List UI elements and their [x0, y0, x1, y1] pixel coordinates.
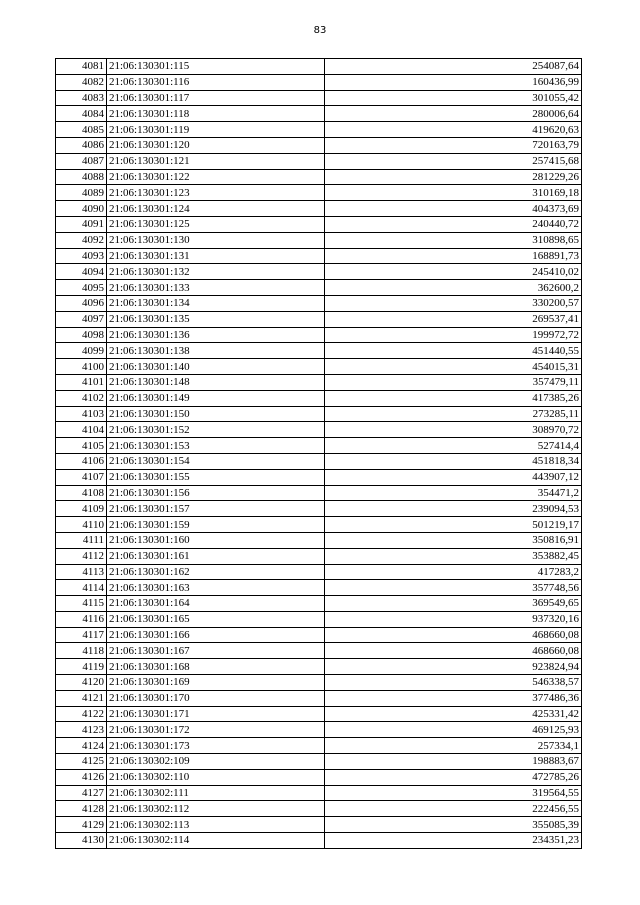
row-number-cell: 4119	[56, 659, 107, 675]
cadastral-value-cell: 357479,11	[325, 374, 582, 390]
row-number-cell: 4122	[56, 706, 107, 722]
cadastral-number-cell: 21:06:130301:153	[107, 438, 325, 454]
cadastral-number-cell: 21:06:130302:111	[107, 785, 325, 801]
row-number-cell: 4082	[56, 74, 107, 90]
cadastral-number-cell: 21:06:130301:159	[107, 517, 325, 533]
cadastral-value-cell: 419620,63	[325, 122, 582, 138]
row-number-cell: 4125	[56, 754, 107, 770]
row-number-cell: 4123	[56, 722, 107, 738]
table-row	[56, 59, 582, 75]
table-row	[56, 201, 582, 217]
cadastral-value-cell: 257334,1	[325, 738, 582, 754]
cadastral-number-cell: 21:06:130301:148	[107, 374, 325, 390]
cadastral-value-cell: 308970,72	[325, 422, 582, 438]
table-row	[56, 438, 582, 454]
cadastral-value-cell: 198883,67	[325, 754, 582, 770]
row-number-cell: 4117	[56, 627, 107, 643]
row-number-cell: 4101	[56, 374, 107, 390]
row-number-cell: 4098	[56, 327, 107, 343]
cadastral-value-cell: 310169,18	[325, 185, 582, 201]
cadastral-number-cell: 21:06:130301:155	[107, 469, 325, 485]
cadastral-number-cell: 21:06:130301:168	[107, 659, 325, 675]
cadastral-value-cell: 354471,2	[325, 485, 582, 501]
table-row	[56, 374, 582, 390]
cadastral-value-cell: 469125,93	[325, 722, 582, 738]
cadastral-value-cell: 281229,26	[325, 169, 582, 185]
table-row	[56, 580, 582, 596]
row-number-cell: 4105	[56, 438, 107, 454]
cadastral-value-cell: 501219,17	[325, 517, 582, 533]
table-row	[56, 216, 582, 232]
cadastral-number-cell: 21:06:130301:167	[107, 643, 325, 659]
row-number-cell: 4103	[56, 406, 107, 422]
row-number-cell: 4109	[56, 501, 107, 517]
table-row	[56, 722, 582, 738]
row-number-cell: 4126	[56, 769, 107, 785]
cadastral-number-cell: 21:06:130301:134	[107, 295, 325, 311]
row-number-cell: 4096	[56, 295, 107, 311]
table-row	[56, 359, 582, 375]
row-number-cell: 4087	[56, 153, 107, 169]
cadastral-value-cell: 239094,53	[325, 501, 582, 517]
cadastral-number-cell: 21:06:130302:110	[107, 769, 325, 785]
cadastral-number-cell: 21:06:130301:124	[107, 201, 325, 217]
cadastral-value-cell: 257415,68	[325, 153, 582, 169]
cadastral-number-cell: 21:06:130301:121	[107, 153, 325, 169]
cadastral-value-cell: 362600,2	[325, 280, 582, 296]
row-number-cell: 4100	[56, 359, 107, 375]
cadastral-number-cell: 21:06:130301:166	[107, 627, 325, 643]
cadastral-number-cell: 21:06:130301:170	[107, 690, 325, 706]
table-row	[56, 548, 582, 564]
row-number-cell: 4104	[56, 422, 107, 438]
table-row	[56, 390, 582, 406]
cadastral-number-cell: 21:06:130302:109	[107, 754, 325, 770]
cadastral-number-cell: 21:06:130301:164	[107, 596, 325, 612]
cadastral-value-cell: 451818,34	[325, 453, 582, 469]
cadastral-number-cell: 21:06:130301:150	[107, 406, 325, 422]
table-row	[56, 611, 582, 627]
row-number-cell: 4084	[56, 106, 107, 122]
table-row	[56, 280, 582, 296]
cadastral-value-cell: 468660,08	[325, 627, 582, 643]
cadastral-value-cell: 377486,36	[325, 690, 582, 706]
row-number-cell: 4116	[56, 611, 107, 627]
table-row	[56, 327, 582, 343]
table-row	[56, 106, 582, 122]
cadastral-value-cell: 527414,4	[325, 438, 582, 454]
table-row	[56, 833, 582, 849]
row-number-cell: 4110	[56, 517, 107, 533]
cadastral-value-cell: 199972,72	[325, 327, 582, 343]
row-number-cell: 4094	[56, 264, 107, 280]
cadastral-number-cell: 21:06:130301:154	[107, 453, 325, 469]
row-number-cell: 4095	[56, 280, 107, 296]
cadastral-number-cell: 21:06:130301:116	[107, 74, 325, 90]
table-row	[56, 153, 582, 169]
row-number-cell: 4113	[56, 564, 107, 580]
row-number-cell: 4083	[56, 90, 107, 106]
table-row	[56, 185, 582, 201]
cadastral-value-cell: 160436,99	[325, 74, 582, 90]
table-row	[56, 422, 582, 438]
cadastral-number-cell: 21:06:130301:131	[107, 248, 325, 264]
row-number-cell: 4097	[56, 311, 107, 327]
cadastral-number-cell: 21:06:130301:157	[107, 501, 325, 517]
table-row	[56, 738, 582, 754]
table-row	[56, 659, 582, 675]
row-number-cell: 4088	[56, 169, 107, 185]
cadastral-value-cell: 720163,79	[325, 137, 582, 153]
row-number-cell: 4115	[56, 596, 107, 612]
cadastral-value-cell: 254087,64	[325, 59, 582, 75]
cadastral-number-cell: 21:06:130302:114	[107, 833, 325, 849]
table-row	[56, 675, 582, 691]
cadastral-value-cell: 443907,12	[325, 469, 582, 485]
row-number-cell: 4118	[56, 643, 107, 659]
cadastral-value-cell: 350816,91	[325, 532, 582, 548]
table-row	[56, 469, 582, 485]
cadastral-value-cell: 425331,42	[325, 706, 582, 722]
table-row	[56, 769, 582, 785]
cadastral-value-cell: 319564,55	[325, 785, 582, 801]
cadastral-number-cell: 21:06:130302:112	[107, 801, 325, 817]
cadastral-value-cell: 245410,02	[325, 264, 582, 280]
page-number: 83	[313, 25, 327, 36]
table-row	[56, 532, 582, 548]
cadastral-number-cell: 21:06:130301:173	[107, 738, 325, 754]
cadastral-number-cell: 21:06:130301:133	[107, 280, 325, 296]
cadastral-number-cell: 21:06:130301:161	[107, 548, 325, 564]
table-row	[56, 295, 582, 311]
cadastral-value-cell: 472785,26	[325, 769, 582, 785]
table-row	[56, 643, 582, 659]
table-row	[56, 343, 582, 359]
cadastral-number-cell: 21:06:130301:149	[107, 390, 325, 406]
cadastral-number-cell: 21:06:130301:152	[107, 422, 325, 438]
row-number-cell: 4124	[56, 738, 107, 754]
row-number-cell: 4081	[56, 59, 107, 75]
cadastral-value-cell: 937320,16	[325, 611, 582, 627]
cadastral-value-cell: 417283,2	[325, 564, 582, 580]
row-number-cell: 4086	[56, 137, 107, 153]
row-number-cell: 4107	[56, 469, 107, 485]
cadastral-value-cell: 923824,94	[325, 659, 582, 675]
table-row	[56, 801, 582, 817]
cadastral-value-cell: 468660,08	[325, 643, 582, 659]
cadastral-number-cell: 21:06:130301:125	[107, 216, 325, 232]
cadastral-value-cell: 222456,55	[325, 801, 582, 817]
cadastral-number-cell: 21:06:130301:172	[107, 722, 325, 738]
cadastral-number-cell: 21:06:130301:136	[107, 327, 325, 343]
table-row	[56, 501, 582, 517]
cadastral-value-cell: 168891,73	[325, 248, 582, 264]
table-row	[56, 785, 582, 801]
cadastral-value-cell: 301055,42	[325, 90, 582, 106]
cadastral-number-cell: 21:06:130301:163	[107, 580, 325, 596]
table-row	[56, 517, 582, 533]
cadastral-number-cell: 21:06:130301:156	[107, 485, 325, 501]
row-number-cell: 4129	[56, 817, 107, 833]
cadastral-value-cell: 234351,23	[325, 833, 582, 849]
row-number-cell: 4120	[56, 675, 107, 691]
row-number-cell: 4112	[56, 548, 107, 564]
table-row	[56, 232, 582, 248]
cadastral-number-cell: 21:06:130301:118	[107, 106, 325, 122]
table-body	[56, 59, 582, 849]
cadastral-number-cell: 21:06:130301:140	[107, 359, 325, 375]
row-number-cell: 4085	[56, 122, 107, 138]
row-number-cell: 4108	[56, 485, 107, 501]
cadastral-number-cell: 21:06:130301:135	[107, 311, 325, 327]
cadastral-value-cell: 357748,56	[325, 580, 582, 596]
table-row	[56, 406, 582, 422]
cadastral-value-cell: 280006,64	[325, 106, 582, 122]
row-number-cell: 4114	[56, 580, 107, 596]
cadastral-value-cell: 330200,57	[325, 295, 582, 311]
cadastral-number-cell: 21:06:130301:130	[107, 232, 325, 248]
cadastral-number-cell: 21:06:130301:132	[107, 264, 325, 280]
cadastral-number-cell: 21:06:130301:138	[107, 343, 325, 359]
cadastral-value-cell: 353882,45	[325, 548, 582, 564]
table-row	[56, 817, 582, 833]
row-number-cell: 4130	[56, 833, 107, 849]
cadastral-number-cell: 21:06:130301:120	[107, 137, 325, 153]
table-row	[56, 690, 582, 706]
table-row	[56, 596, 582, 612]
cadastral-number-cell: 21:06:130301:171	[107, 706, 325, 722]
row-number-cell: 4093	[56, 248, 107, 264]
cadastral-number-cell: 21:06:130301:160	[107, 532, 325, 548]
cadastral-number-cell: 21:06:130302:113	[107, 817, 325, 833]
table-row	[56, 754, 582, 770]
table-row	[56, 74, 582, 90]
cadastral-number-cell: 21:06:130301:119	[107, 122, 325, 138]
cadastral-value-cell: 404373,69	[325, 201, 582, 217]
row-number-cell: 4106	[56, 453, 107, 469]
table-row	[56, 706, 582, 722]
cadastral-number-cell: 21:06:130301:165	[107, 611, 325, 627]
cadastral-value-cell: 240440,72	[325, 216, 582, 232]
table-row	[56, 122, 582, 138]
table-row	[56, 90, 582, 106]
row-number-cell: 4121	[56, 690, 107, 706]
cadastral-value-cell: 369549,65	[325, 596, 582, 612]
cadastral-number-cell: 21:06:130301:123	[107, 185, 325, 201]
row-number-cell: 4089	[56, 185, 107, 201]
table-row	[56, 485, 582, 501]
cadastral-number-cell: 21:06:130301:115	[107, 59, 325, 75]
cadastral-value-cell: 417385,26	[325, 390, 582, 406]
table-row	[56, 248, 582, 264]
table-row	[56, 264, 582, 280]
cadastral-value-cell: 273285,11	[325, 406, 582, 422]
cadastral-value-cell: 355085,39	[325, 817, 582, 833]
cadastral-value-cell: 310898,65	[325, 232, 582, 248]
table-row	[56, 627, 582, 643]
row-number-cell: 4090	[56, 201, 107, 217]
row-number-cell: 4092	[56, 232, 107, 248]
cadastral-value-cell: 454015,31	[325, 359, 582, 375]
table-row	[56, 311, 582, 327]
cadastral-number-cell: 21:06:130301:122	[107, 169, 325, 185]
row-number-cell: 4091	[56, 216, 107, 232]
table-row	[56, 564, 582, 580]
cadastral-value-cell: 546338,57	[325, 675, 582, 691]
cadastral-value-cell: 269537,41	[325, 311, 582, 327]
row-number-cell: 4099	[56, 343, 107, 359]
table-row	[56, 169, 582, 185]
table-row	[56, 453, 582, 469]
row-number-cell: 4128	[56, 801, 107, 817]
row-number-cell: 4127	[56, 785, 107, 801]
cadastral-number-cell: 21:06:130301:162	[107, 564, 325, 580]
row-number-cell: 4111	[56, 532, 107, 548]
table-row	[56, 137, 582, 153]
cadastral-value-cell: 451440,55	[325, 343, 582, 359]
row-number-cell: 4102	[56, 390, 107, 406]
cadastral-number-cell: 21:06:130301:169	[107, 675, 325, 691]
cadastral-value-table	[55, 58, 582, 849]
cadastral-number-cell: 21:06:130301:117	[107, 90, 325, 106]
